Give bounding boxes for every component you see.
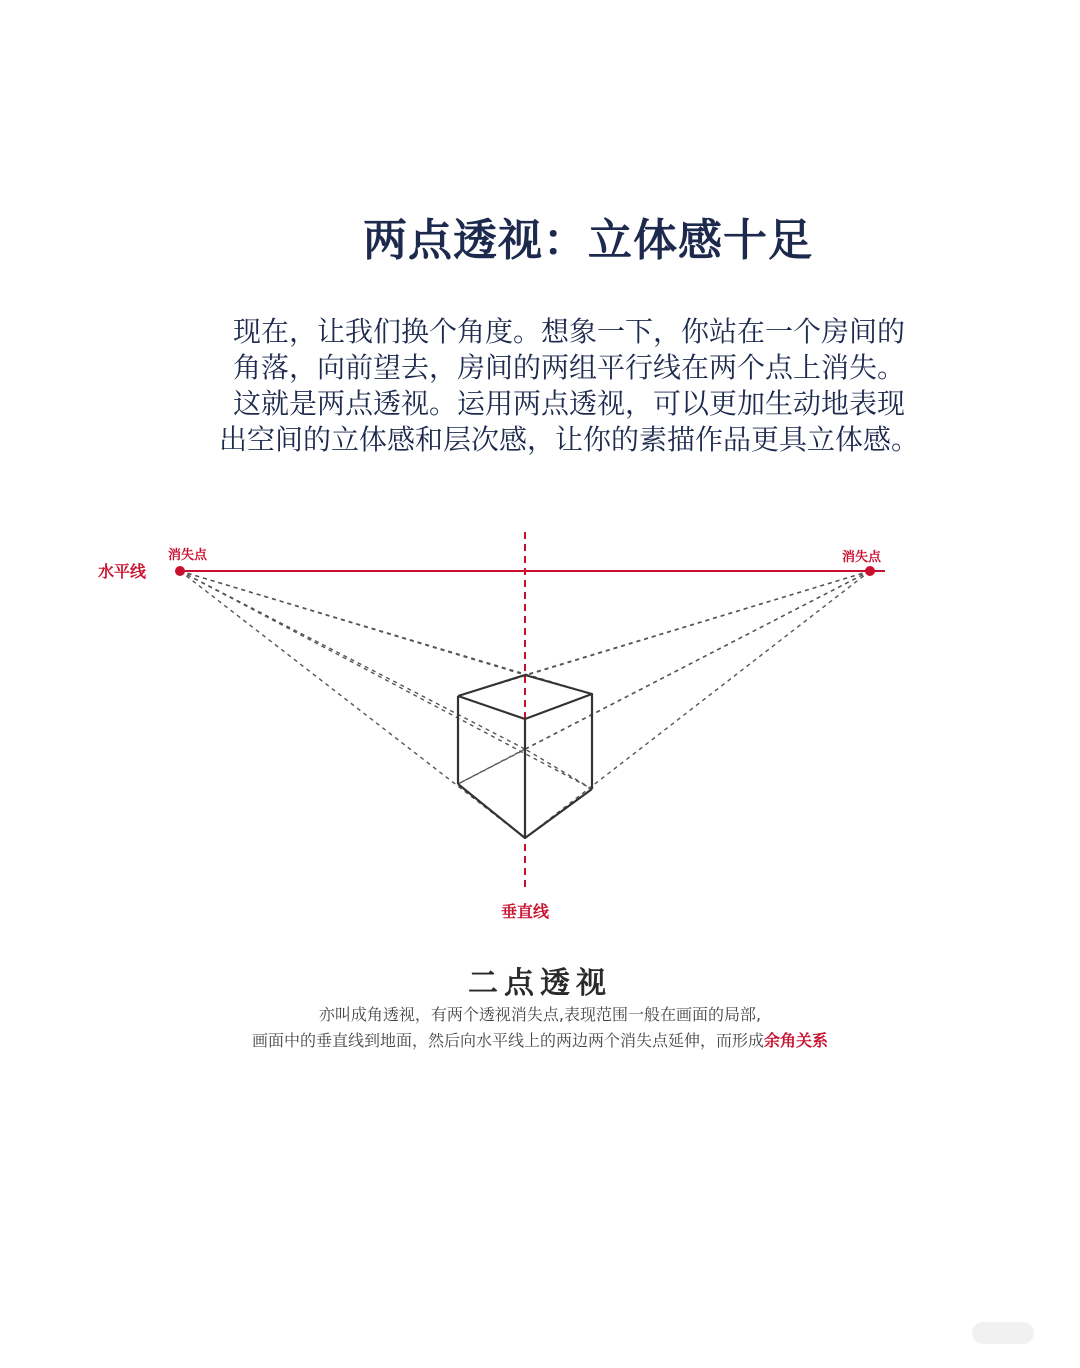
vertical-label: 垂直线	[500, 902, 550, 921]
vanishing-point-left-label: 消失点	[168, 548, 208, 563]
caption-line-1: 亦叫成角透视，有两个透视消失点,表现范围一般在画面的局部,	[318, 1005, 762, 1024]
cube	[458, 675, 592, 838]
vanishing-point-right	[865, 566, 875, 576]
watermark-badge	[972, 1322, 1034, 1344]
intro-line-4: 出空间的立体感和层次感，让你的素描作品更具立体感。	[219, 423, 920, 456]
caption-highlight: 余角关系	[764, 1031, 829, 1050]
horizon-label: 水平线	[98, 562, 147, 581]
caption-line-2	[0, 1028, 1080, 1051]
construction-lines-right	[458, 571, 870, 838]
intro-line-3: 这就是两点透视。运用两点透视，可以更加生动地表现	[233, 387, 906, 420]
construction-lines-left	[180, 571, 592, 838]
intro-line-1: 现在，让我们换个角度。想象一下，你站在一个房间的	[233, 315, 906, 348]
intro-line-2: 角落，向前望去，房间的两组平行线在两个点上消失。	[233, 351, 906, 384]
caption-line-2-text: 画面中的垂直线到地面，然后向水平线上的两边两个消失点延伸，而形成	[251, 1031, 764, 1050]
section-subtitle: 二点透视	[468, 966, 612, 1001]
two-point-perspective-diagram	[0, 520, 1080, 940]
vanishing-point-right-label: 消失点	[842, 550, 882, 565]
vanishing-point-left	[175, 566, 185, 576]
page-title: 两点透视：立体感十足	[363, 215, 813, 266]
